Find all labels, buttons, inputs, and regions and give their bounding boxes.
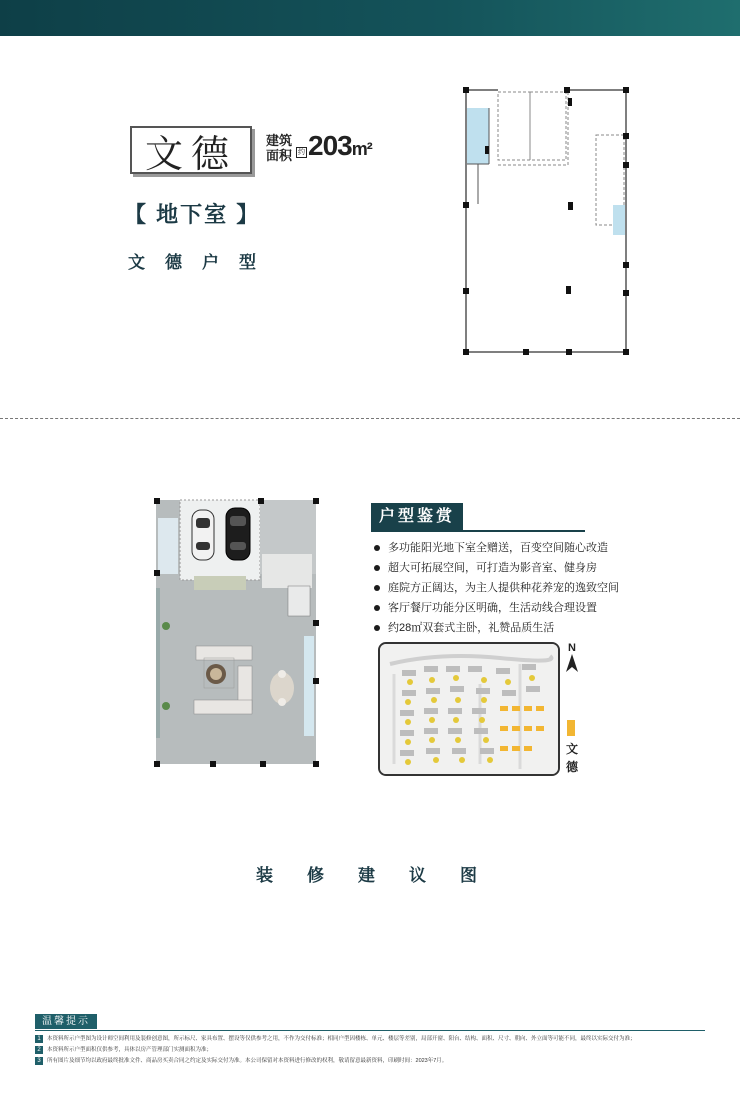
feature-list xyxy=(372,538,619,638)
unit-type-label: 文德户型 xyxy=(128,253,276,272)
features-title-underline xyxy=(371,530,585,532)
unit-name-box xyxy=(130,126,252,174)
car-black xyxy=(226,508,250,560)
notice-number: 3 xyxy=(35,1057,43,1065)
notice-item xyxy=(35,1034,636,1045)
notice-list xyxy=(35,1034,636,1067)
north-indicator xyxy=(564,642,580,678)
area-label: 建筑面积 xyxy=(266,133,293,163)
notice-number: 2 xyxy=(35,1046,43,1054)
north-label: N xyxy=(568,642,576,654)
feature-item: 多功能阳光地下室全赠送，百变空间随心改造 xyxy=(372,538,619,558)
section-divider xyxy=(0,418,740,419)
feature-item: 超大可拓展空间，可打造为影音室、健身房 xyxy=(372,558,619,578)
area-number: 203 xyxy=(308,130,352,161)
notice-title: 温馨提示 xyxy=(35,1014,97,1029)
site-plan-drawing xyxy=(380,644,558,774)
notice-item xyxy=(35,1056,636,1067)
unit-name: 文德 xyxy=(144,131,237,176)
area-unit: m² xyxy=(351,139,372,159)
floor-name: 【 地下室 】 xyxy=(124,202,261,227)
site-plan-map xyxy=(378,642,560,776)
basement-floor-plan xyxy=(458,80,638,360)
unit-legend-label: 文德 xyxy=(565,742,578,774)
approx-icon: 约 xyxy=(298,149,305,156)
feature-item: 约28㎡双套式主卧，礼赞品质生活 xyxy=(372,618,619,638)
notice-text: 本资料所示户型图为设计师空间利用及装修创意图，所示标尺、家具布置、摆设等仅供参考之用，不作为交付标准；相同户型因楼栋、单元、楼层等差别，局部开窗、阳台、结构、面积、尺寸、朝向、外立面等可能不同，最终以实际交付为准； xyxy=(47,1036,636,1042)
furnished-floor-plan xyxy=(150,496,322,768)
area-value xyxy=(308,130,372,162)
compass-icon xyxy=(565,654,579,674)
feature-item: 客厅餐厅功能分区明确，生活动线合理设置 xyxy=(372,598,619,618)
notice-item xyxy=(35,1045,636,1056)
features-title: 户型鉴赏 xyxy=(371,503,463,531)
unit-legend-swatch xyxy=(567,720,575,736)
notice-number: 1 xyxy=(35,1035,43,1043)
decoration-caption: 装修建议图 xyxy=(256,866,511,885)
notice-text: 所有图片及细节均以政府最终批准文件、商品房买卖合同之约定及实际交付为准。本公司保留对本资料进行修改的权利，敬请留意最新资料，印刷时间：2023年7月。 xyxy=(47,1058,448,1064)
top-banner xyxy=(0,0,740,36)
car-white xyxy=(192,510,214,560)
feature-item: 庭院方正阔达，为主人提供种花养宠的逸致空间 xyxy=(372,578,619,598)
notice-text: 本资料所示户型面积仅供参考，具体以房产管理部门实测面积为准； xyxy=(47,1047,213,1053)
notice-divider xyxy=(35,1030,705,1031)
